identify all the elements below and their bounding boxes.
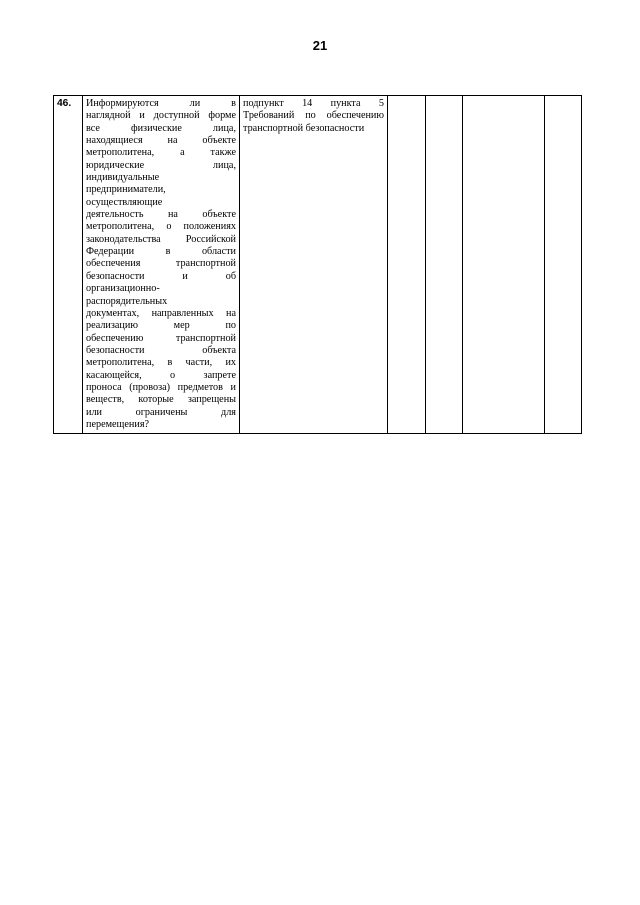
reference-line: подпункт 14 пункта 5 bbox=[243, 98, 384, 109]
question-line: все физические лица, bbox=[86, 122, 236, 134]
question-line: осуществляющие bbox=[86, 196, 163, 208]
question-line: метрополитена, в части, их bbox=[86, 357, 236, 369]
question-line: безопасности и об bbox=[86, 270, 236, 282]
question-line: безопасности объекта bbox=[86, 344, 236, 356]
question-line: обеспечения транспортной bbox=[86, 258, 236, 270]
question-line: реализацию мер по bbox=[86, 320, 236, 332]
question-line: веществ, которые запрещены bbox=[86, 394, 236, 406]
answer-cell-yes[interactable] bbox=[388, 96, 426, 434]
question-line: Федерации в области bbox=[86, 246, 236, 258]
page-number: 21 bbox=[312, 38, 328, 53]
question-line: Информируются ли в bbox=[86, 98, 236, 109]
row-number: 46. bbox=[54, 96, 83, 434]
question-line: проноса (провоза) предметов и bbox=[86, 381, 236, 393]
question-line: или ограничены для bbox=[86, 406, 236, 418]
question-line: юридические лица, bbox=[86, 159, 236, 171]
question-line: находящиеся на объекте bbox=[86, 135, 236, 147]
question-line: деятельность на объекте bbox=[86, 209, 236, 221]
answer-cell-not-applicable[interactable] bbox=[463, 96, 545, 434]
question-cell bbox=[83, 96, 240, 434]
question-line: касающейся, о запрете bbox=[86, 369, 236, 381]
question-line: метрополитена, о положениях bbox=[86, 221, 236, 233]
notes-cell[interactable] bbox=[545, 96, 582, 434]
question-line: перемещения? bbox=[86, 418, 150, 430]
answer-cell-no[interactable] bbox=[426, 96, 463, 434]
question-line: законодательства Российской bbox=[86, 233, 236, 245]
question-line: предприниматели, bbox=[86, 184, 166, 196]
reference-cell bbox=[240, 96, 388, 434]
reference-line: Требований по обеспечению bbox=[243, 110, 384, 122]
question-line: наглядной и доступной форме bbox=[86, 110, 236, 122]
table-row bbox=[54, 96, 582, 434]
question-line: обеспечению транспортной bbox=[86, 332, 236, 344]
question-line: организационно- bbox=[86, 283, 160, 295]
question-line: документах, направленных на bbox=[86, 307, 236, 319]
question-line: индивидуальные bbox=[86, 172, 160, 184]
question-line: метрополитена, а также bbox=[86, 147, 236, 159]
reference-line: транспортной безопасности bbox=[243, 122, 365, 134]
question-line: распорядительных bbox=[86, 295, 168, 307]
checklist-table bbox=[53, 95, 582, 434]
